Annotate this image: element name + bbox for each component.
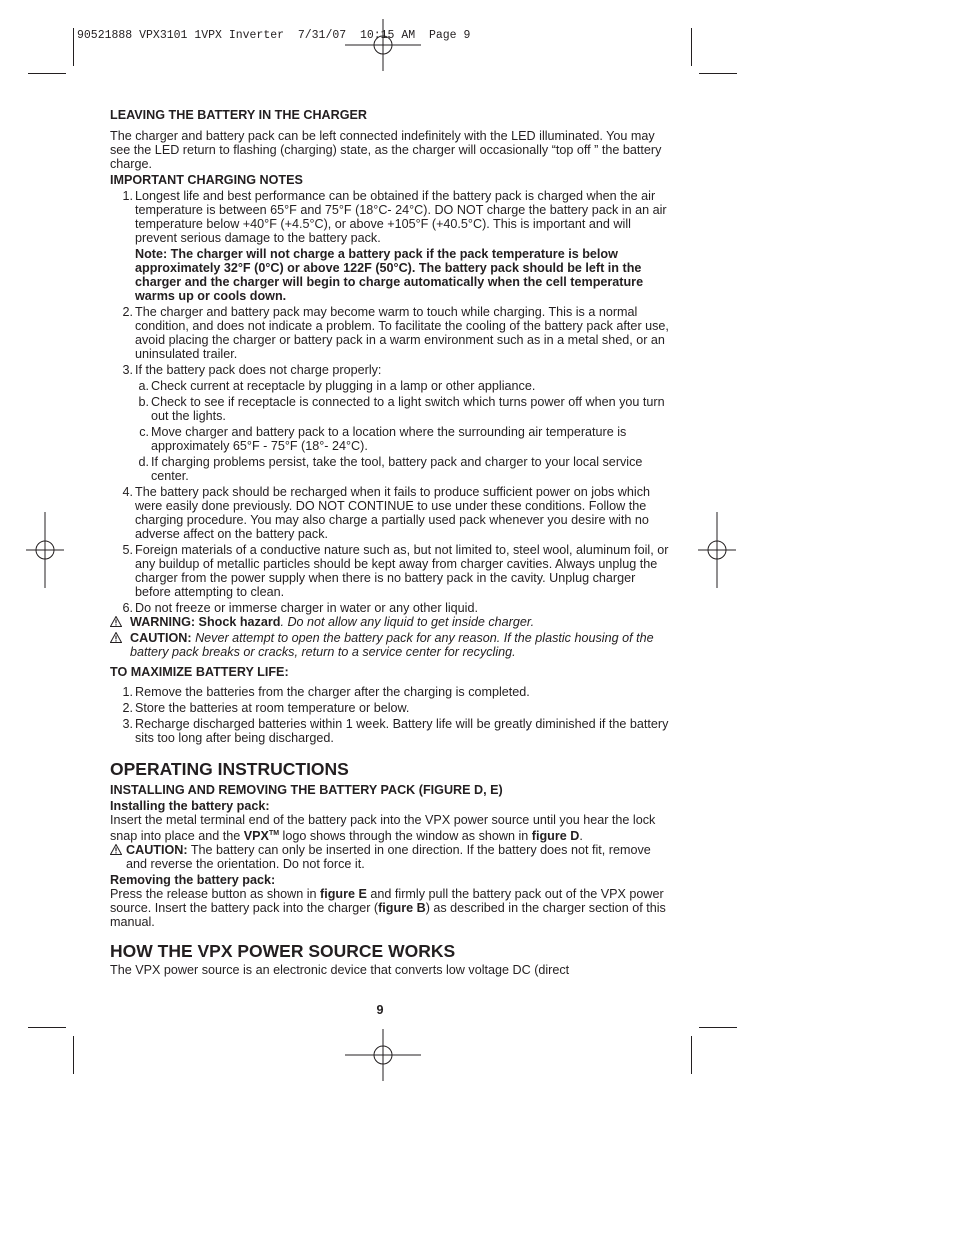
registration-mark-right [698,512,736,588]
caution-triangle-icon [110,844,122,855]
list-number: 1. [122,685,133,699]
notes-heading: IMPORTANT CHARGING NOTES [110,173,303,187]
leaving-heading: LEAVING THE BATTERY IN THE CHARGER [110,108,368,122]
caution-triangle-icon [110,632,122,643]
caution-label: CAUTION: [130,631,192,645]
maximize-item-1 [110,685,670,699]
list-number: 2. [122,305,133,319]
note-3b-text: Check to see if receptacle is connected to a light switch which turns power off when you turn out the lights. [151,395,665,423]
note-item-3b [110,395,670,423]
maximize-heading: TO MAXIMIZE BATTERY LIFE: [110,665,289,679]
caution-text: The battery can only be inserted in one direction. If the battery does not fit, remove and reverse the orientation. Do not force it. [126,843,651,872]
figure-b-ref: figure B [378,901,426,916]
note-item-3d [110,455,670,483]
maximize-1-text: Remove the batteries from the charger after the charging is completed. [135,685,530,699]
installing-paragraph [110,813,670,843]
note-item-1 [110,189,670,303]
list-number: 3. [122,363,133,377]
registration-mark-left [26,512,64,588]
list-number: 1. [122,189,133,203]
figure-d-ref: figure D [531,829,580,844]
installing-period: . [579,829,583,844]
note-item-3 [110,363,670,377]
note-item-2 [110,305,670,361]
registration-mark-bottom [345,1029,421,1081]
note-2-text: The charger and battery pack may become warm to touch while charging. This is a normal condition, and does not indicate a problem. To facilitate the cooling of the battery pack after use, avoid placing the charger or battery pack in a warm environment such as in a metal shed, or an uninsulated trailer. [135,305,669,361]
trademark: TM [268,830,280,837]
page-number: 9 [376,1003,384,1017]
note-3a-text: Check current at receptacle by plugging in a lamp or other appliance. [151,379,536,393]
list-letter: d. [138,455,149,469]
note-5-text: Foreign materials of a conductive nature such as, but not limited to, steel wool, aluminum foil, or any buildup of metallic particles should be kept away from charger cavities. Always unplug the charger from the power supply when there is no battery pack in the cavity. Unplug charger before attempting to clean. [135,543,669,599]
list-number: 5. [122,543,133,557]
caution-text: Never attempt to open the battery pack for any reason. If the plastic housing of the battery pack breaks or cracks, return to a service center for recycling. [130,631,654,659]
list-letter: a. [138,379,149,393]
list-number: 3. [122,717,133,731]
installing-text-b: logo shows through the window as shown in [279,829,532,844]
maximize-2-text: Store the batteries at room temperature or below. [135,701,410,715]
list-letter: b. [138,395,149,409]
how-it-works-heading: HOW THE VPX POWER SOURCE WORKS [110,941,456,962]
operating-heading: OPERATING INSTRUCTIONS [110,759,349,779]
caution-label: CAUTION: [126,843,188,858]
note-item-3c [110,425,670,453]
maximize-3-text: Recharge discharged batteries within 1 week. Battery life will be greatly diminished if the battery sits too long after being discharged. [135,717,669,745]
vpx-logo-text: VPX [243,829,269,844]
crop-mark-br-v [691,1036,692,1074]
installing-caution [110,843,670,871]
crop-mark-bl-v [73,1036,74,1074]
removing-paragraph [110,887,670,929]
shock-warning [110,615,670,629]
installing-text-a: Insert the metal terminal end of the battery pack into the VPX power source until you hear the lock snap into place and the [110,813,656,844]
battery-caution [110,631,670,659]
crop-mark-tr-v [691,28,692,66]
warning-label: WARNING: Shock hazard [130,615,281,629]
page-content [110,108,670,977]
crop-mark-tl-h [28,73,66,74]
note-item-4 [110,485,670,541]
registration-mark-top [345,19,421,71]
how-it-works-text: The VPX power source is an electronic device that converts low voltage DC (direct [110,963,570,978]
leaving-text: The charger and battery pack can be left connected indefinitely with the LED illuminated. You may see the LED return to flashing (charging) state, as the charger will occasionally “top off ” the battery charge. [110,129,662,171]
figure-e-ref: figure E [320,887,367,902]
maximize-item-3 [110,717,670,745]
maximize-item-2 [110,701,670,715]
removing-text-b: and firmly pull the battery pack out of the VPX power source. Insert the battery pack into the charger ( [110,887,664,916]
removing-label: Removing the battery pack: [110,873,276,888]
crop-mark-br-h [699,1027,737,1028]
installing-removing-heading: INSTALLING AND REMOVING THE BATTERY PACK (FIGURE D, E) [110,783,503,797]
note-item-6 [110,601,670,615]
list-number: 2. [122,701,133,715]
warning-triangle-icon [110,616,122,627]
note-6-text: Do not freeze or immerse charger in water or any other liquid. [135,601,478,615]
list-number: 6. [122,601,133,615]
warning-text: . Do not allow any liquid to get inside charger. [280,615,535,629]
note-item-3a [110,379,670,393]
note-item-5 [110,543,670,599]
note-4-text: The battery pack should be recharged when it fails to produce sufficient power on jobs which were easily done previously. DO NOT CONTINUE to use under these conditions. Follow the charging procedure. You may also charge a partially used pack whenever you desire with no adverse affect on the battery pack. [135,485,651,541]
removing-text-a: Press the release button as shown in [110,887,321,902]
crop-mark-tr-h [699,73,737,74]
note-3-text: If the battery pack does not charge properly: [135,363,382,377]
list-letter: c. [139,425,149,439]
installing-label: Installing the battery pack: [110,799,270,813]
note-1-text: Longest life and best performance can be obtained if the battery pack is charged when the air temperature is between 65°F and 75°F (18°C- 24°C). DO NOT charge the battery pack in an air temperature below +40°F (+4.5°C), or above +105°F (+40.5°C). This is important and will prevent serious damage to the battery pack. [135,189,667,245]
printer-slug: 90521888 VPX3101 1VPX Inverter 7/31/07 10:15 AM Page 9 [77,29,471,42]
note-3c-text: Move charger and battery pack to a location where the surrounding air temperature is approximately 65°F - 75°F (18°- 24°C). [151,425,627,453]
note-1-temperature-note: Note: The charger will not charge a battery pack if the pack temperature is below approximately 32°F (0°C) or above 122F (50°C). The battery pack should be left in the charger and the charger will begin to charge automatically when the cell temperature warms up or cools down. [135,247,644,303]
removing-text-c: ) as described in the charger section of this manual. [110,901,666,930]
crop-mark-tl-v [73,28,74,66]
list-number: 4. [122,485,133,499]
crop-mark-bl-h [28,1027,66,1028]
note-3d-text: If charging problems persist, take the tool, battery pack and charger to your local service center. [151,455,643,483]
